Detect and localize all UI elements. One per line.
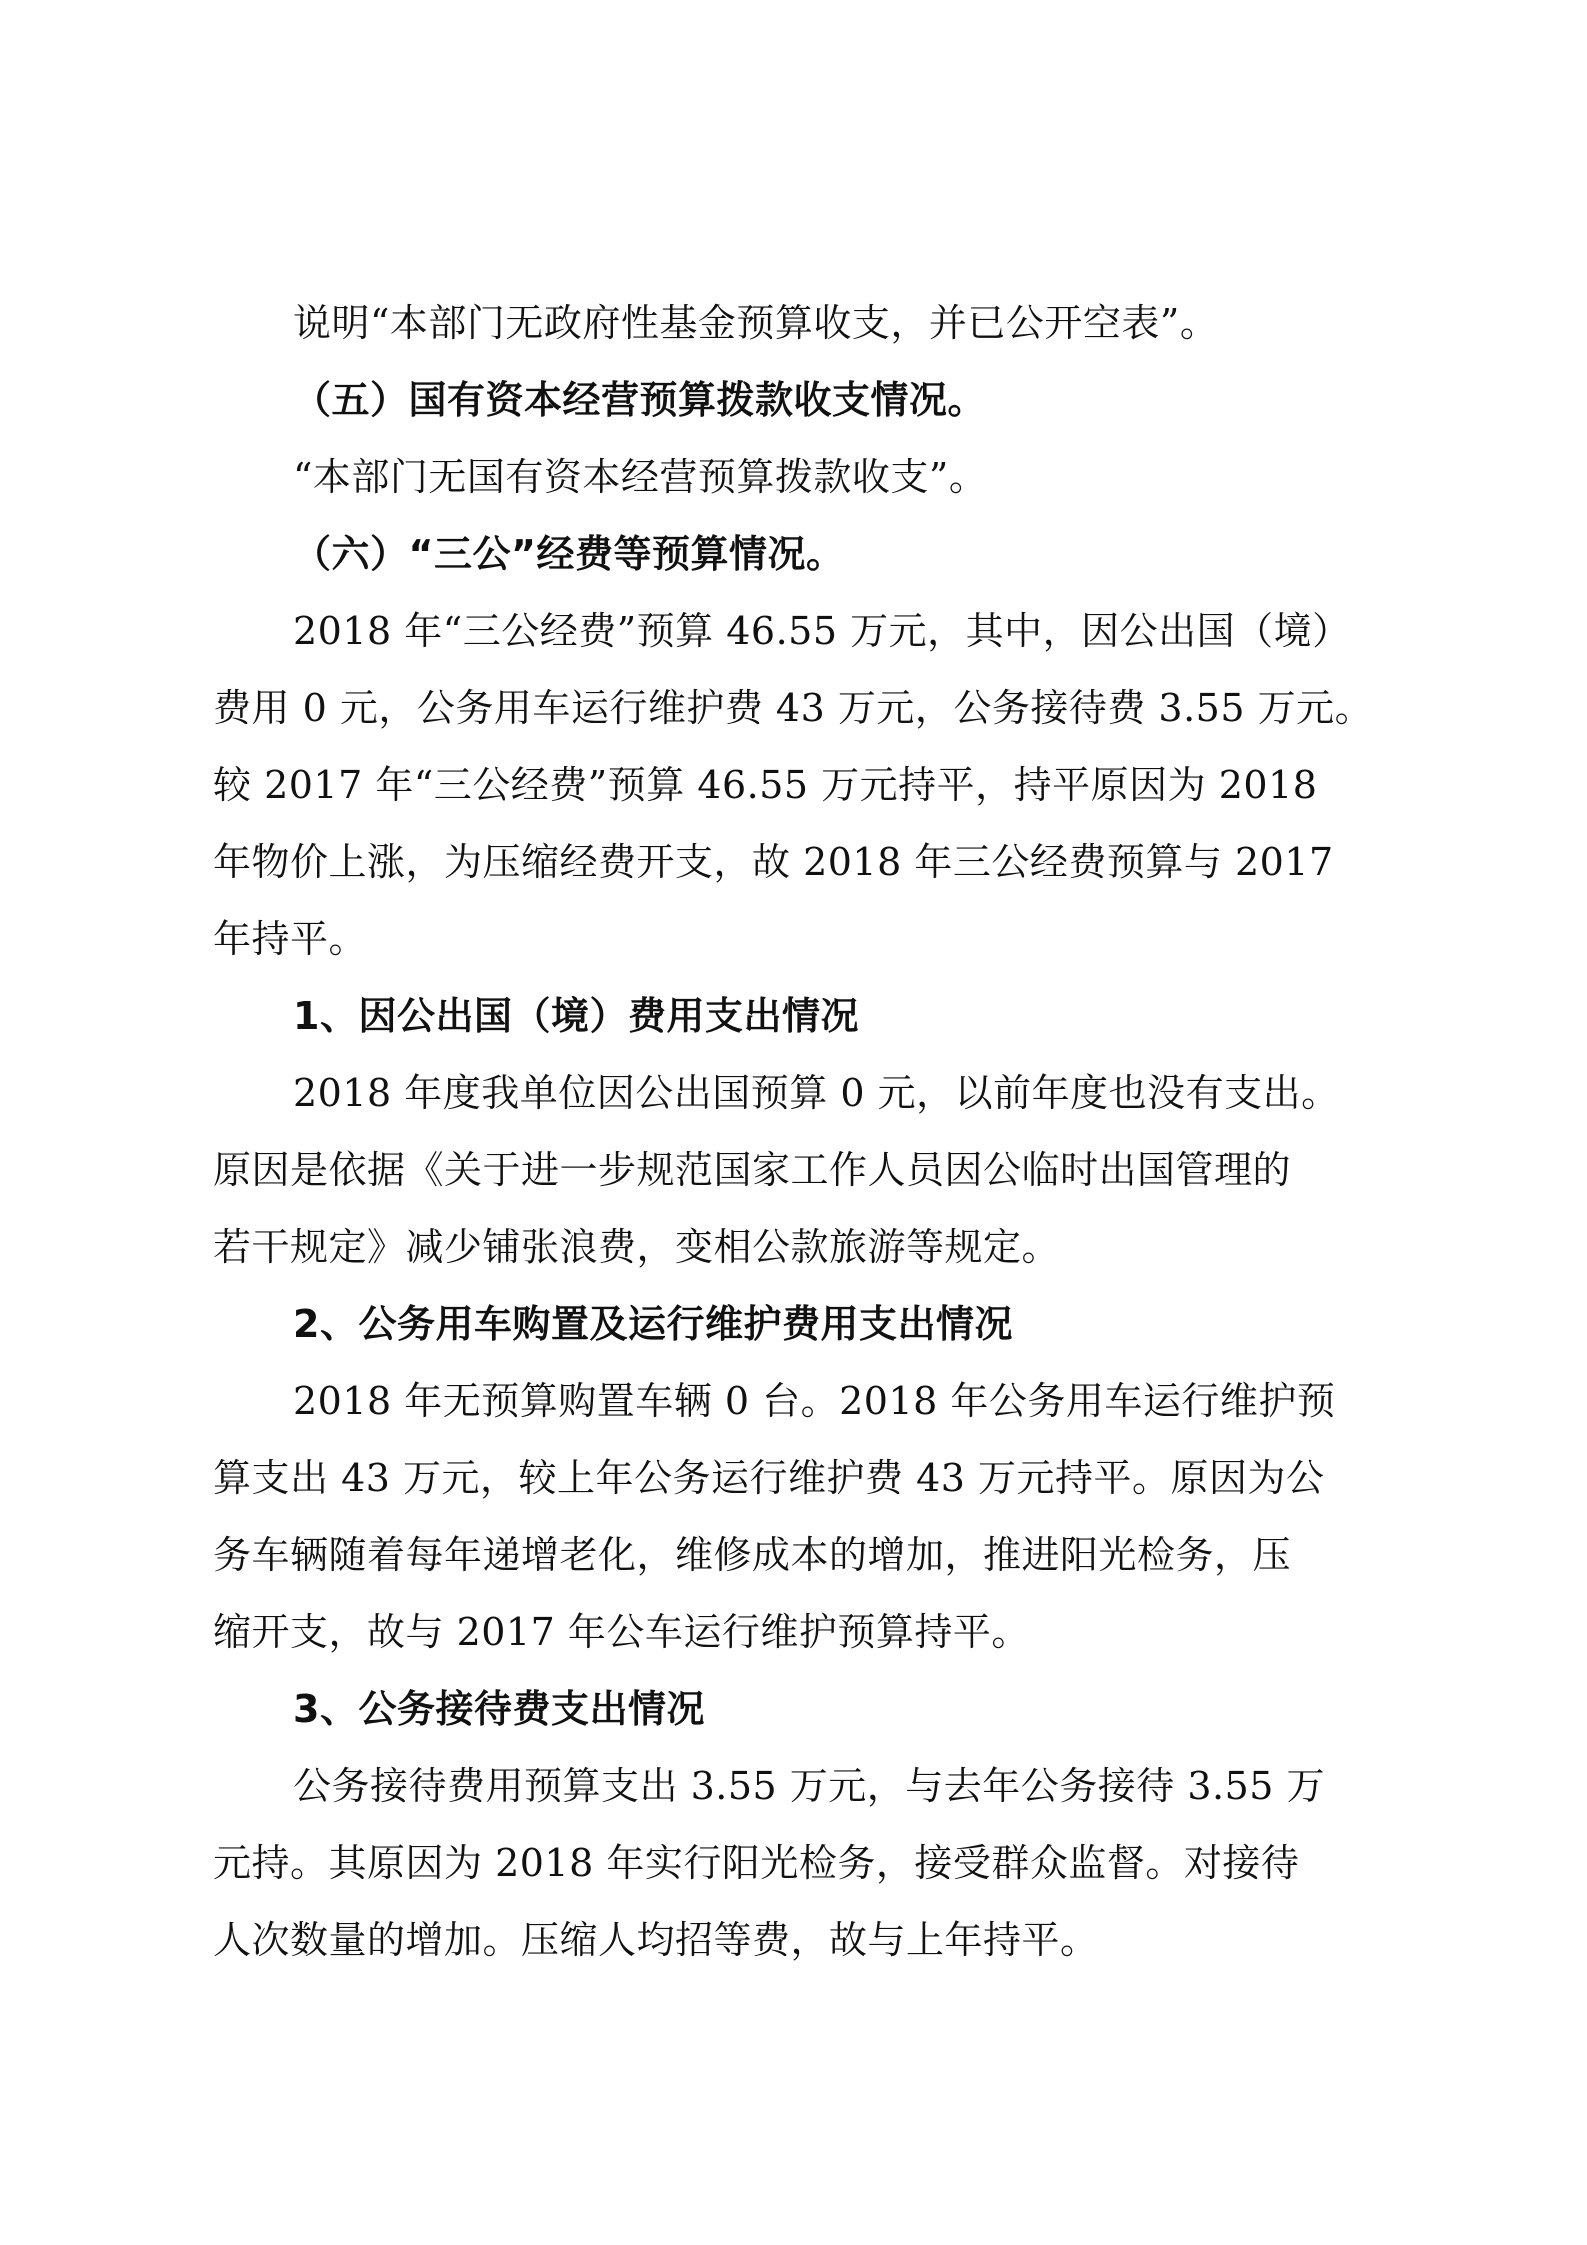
paragraph-line: 年物价上涨，为压缩经费开支，故 2018 年三公经费预算与 2017 bbox=[213, 840, 1334, 884]
paragraph-line: 2018 年度我单位因公出国预算 0 元，以前年度也没有支出。 bbox=[293, 1071, 1340, 1115]
paragraph-line: 原因是依据《关于进一步规范国家工作人员因公临时出国管理的 bbox=[213, 1148, 1292, 1192]
reception-paragraph bbox=[213, 1748, 1398, 1979]
overseas-travel-paragraph bbox=[213, 1055, 1398, 1286]
section-heading-five: （五）国有资本经营预算拨款收支情况。 bbox=[293, 378, 987, 422]
document-body bbox=[213, 285, 1398, 1979]
paragraph-line: 说明“本部门无政府性基金预算收支，并已公开空表”。 bbox=[293, 301, 1219, 345]
paragraph-line: 缩开支，故与 2017 年公车运行维护预算持平。 bbox=[213, 1610, 1030, 1654]
subsection-heading-1: 1、因公出国（境）费用支出情况 bbox=[293, 994, 859, 1038]
paragraph-line: 较 2017 年“三公经费”预算 46.55 万元持平，持平原因为 2018 bbox=[213, 763, 1318, 807]
paragraph-line: 年持平。 bbox=[213, 917, 368, 961]
section-heading-six: （六）“三公”经费等预算情况。 bbox=[293, 532, 845, 576]
paragraph-line: 费用 0 元，公务用车运行维护费 43 万元，公务接待费 3.55 万元。 bbox=[213, 686, 1374, 730]
vehicle-paragraph bbox=[213, 1363, 1398, 1671]
paragraph-line: “本部门无国有资本经营预算拨款收支”。 bbox=[293, 455, 988, 499]
paragraph-line: 公务接待费用预算支出 3.55 万元，与去年公务接待 3.55 万 bbox=[293, 1764, 1326, 1808]
paragraph-line: 若干规定》减少铺张浪费，变相公款旅游等规定。 bbox=[213, 1225, 1061, 1269]
paragraph-line: 务车辆随着每年递增老化，维修成本的增加，推进阳光检务，压 bbox=[213, 1533, 1292, 1577]
paragraph-line: 2018 年“三公经费”预算 46.55 万元，其中，因公出国（境） bbox=[293, 609, 1351, 653]
subsection-heading-2: 2、公务用车购置及运行维护费用支出情况 bbox=[293, 1302, 1013, 1346]
paragraph-line: 2018 年无预算购置车辆 0 台。2018 年公务用车运行维护预 bbox=[293, 1379, 1336, 1423]
subsection-heading-3: 3、公务接待费支出情况 bbox=[293, 1687, 705, 1731]
three-public-budget-paragraph bbox=[213, 593, 1398, 978]
paragraph-line: 算支出 43 万元，较上年公务运行维护费 43 万元持平。原因为公 bbox=[213, 1456, 1325, 1500]
paragraph-line: 元持。其原因为 2018 年实行阳光检务，接受群众监督。对接待 bbox=[213, 1841, 1300, 1885]
paragraph-line: 人次数量的增加。压缩人均招等费，故与上年持平。 bbox=[213, 1918, 1099, 1962]
